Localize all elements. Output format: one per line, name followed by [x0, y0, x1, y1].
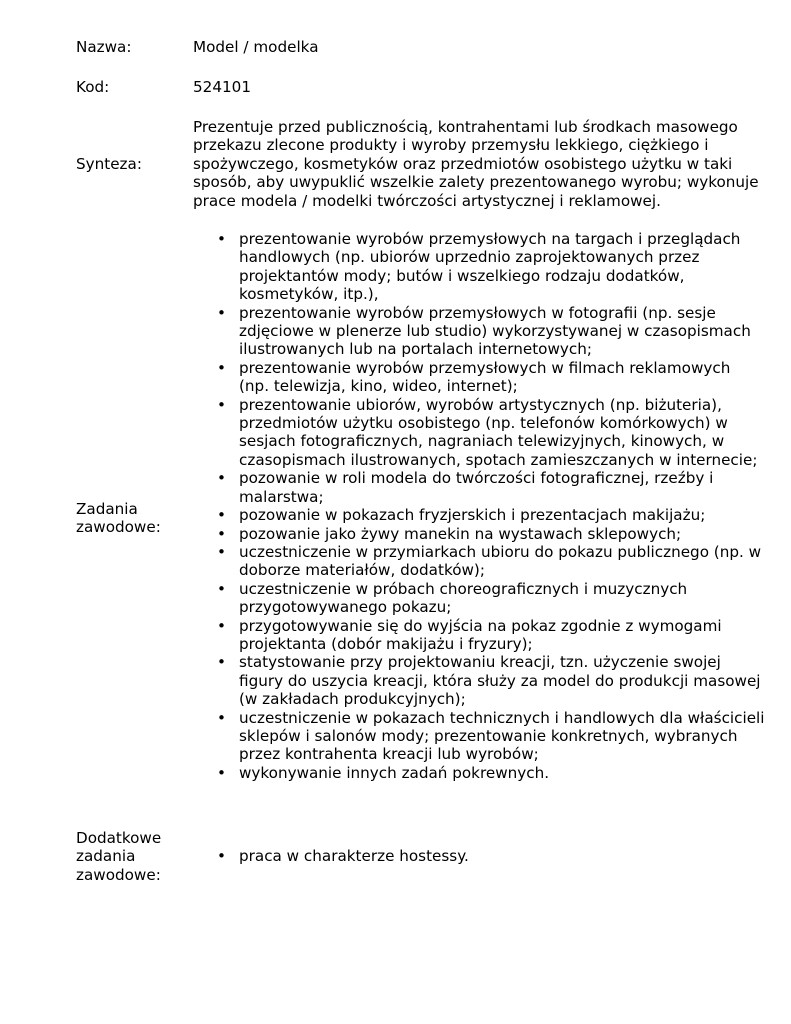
task-item: • prezentowanie wyrobów przemysłowych w fotografii (np. sesje zdjęciowe w plenerze lub studio) wykorzystywanej w czasopismach ilustrowanych lub na portalach internetowych;	[217, 304, 765, 359]
synthesis-label: Synteza:	[76, 155, 142, 173]
task-item: • prezentowanie wyrobów przemysłowych na targach i przeglądach handlowych (np. ubiorów uprzednio zaprojektowanych przez projektantów mody; butów i wszelkiego rodzaju dodatków, kosmetyków, itp.),	[217, 230, 765, 304]
additional-list	[217, 847, 765, 865]
code-label: Kod:	[76, 78, 110, 96]
name-label: Nazwa:	[76, 38, 132, 56]
task-item: • uczestniczenie w przymiarkach ubioru do pokazu publicznego (np. w doborze materiałów, dodatków);	[217, 543, 765, 580]
task-item: • przygotowywanie się do wyjścia na pokaz zgodnie z wymogami projektanta (dobór makijażu i fryzury);	[217, 617, 765, 654]
task-item: • pozowanie w roli modela do twórczości fotograficznej, rzeźby i malarstwa;	[217, 469, 765, 506]
tasks-label: Zadania zawodowe:	[76, 500, 161, 537]
task-item: • prezentowanie ubiorów, wyrobów artystycznych (np. biżuteria), przedmiotów użytku osobistego (np. telefonów komórkowych) w sesjach fotograficznych, nagraniach telewizyjnych, kinowych, w czasopismach ilustrowanych, spotach zamieszczanych w internecie;	[217, 396, 765, 470]
task-item: • prezentowanie wyrobów przemysłowych w filmach reklamowych (np. telewizja, kino, wideo, internet);	[217, 359, 765, 396]
additional-task-item: • praca w charakterze hostessy.	[217, 847, 765, 865]
additional-label: Dodatkowe zadania zawodowe:	[76, 829, 162, 884]
task-item: • uczestniczenie w pokazach technicznych i handlowych dla właścicieli sklepów i salonów mody; prezentowanie konkretnych, wybranych przez kontrahenta kreacji lub wyrobów;	[217, 709, 765, 764]
code-value: 524101	[193, 78, 251, 96]
task-item: • pozowanie jako żywy manekin na wystawach sklepowych;	[217, 525, 765, 543]
task-item: • statystowanie przy projektowaniu kreacji, tzn. użyczenie swojej figury do uszycia kreacji, która służy za model do produkcji masowej (w zakładach produkcyjnych);	[217, 653, 765, 708]
synthesis-text: Prezentuje przed publicznością, kontrahentami lub środkach masowego przekazu zlecone produkty i wyroby przemysłu lekkiego, ciężkiego i spożywczego, kosmetyków oraz przedmiotów osobistego użytku w taki sposób, aby uwypuklić wszelkie zalety prezentowanego wyrobu; wykonuje prace modela / modelki twórczości artystycznej i reklamowej.	[193, 118, 759, 210]
task-item: • wykonywanie innych zadań pokrewnych.	[217, 764, 765, 782]
tasks-list	[217, 230, 765, 782]
name-value: Model / modelka	[193, 38, 319, 56]
task-item: • uczestniczenie w próbach choreograficznych i muzycznych przygotowywanego pokazu;	[217, 580, 765, 617]
task-item: • pozowanie w pokazach fryzjerskich i prezentacjach makijażu;	[217, 506, 765, 524]
